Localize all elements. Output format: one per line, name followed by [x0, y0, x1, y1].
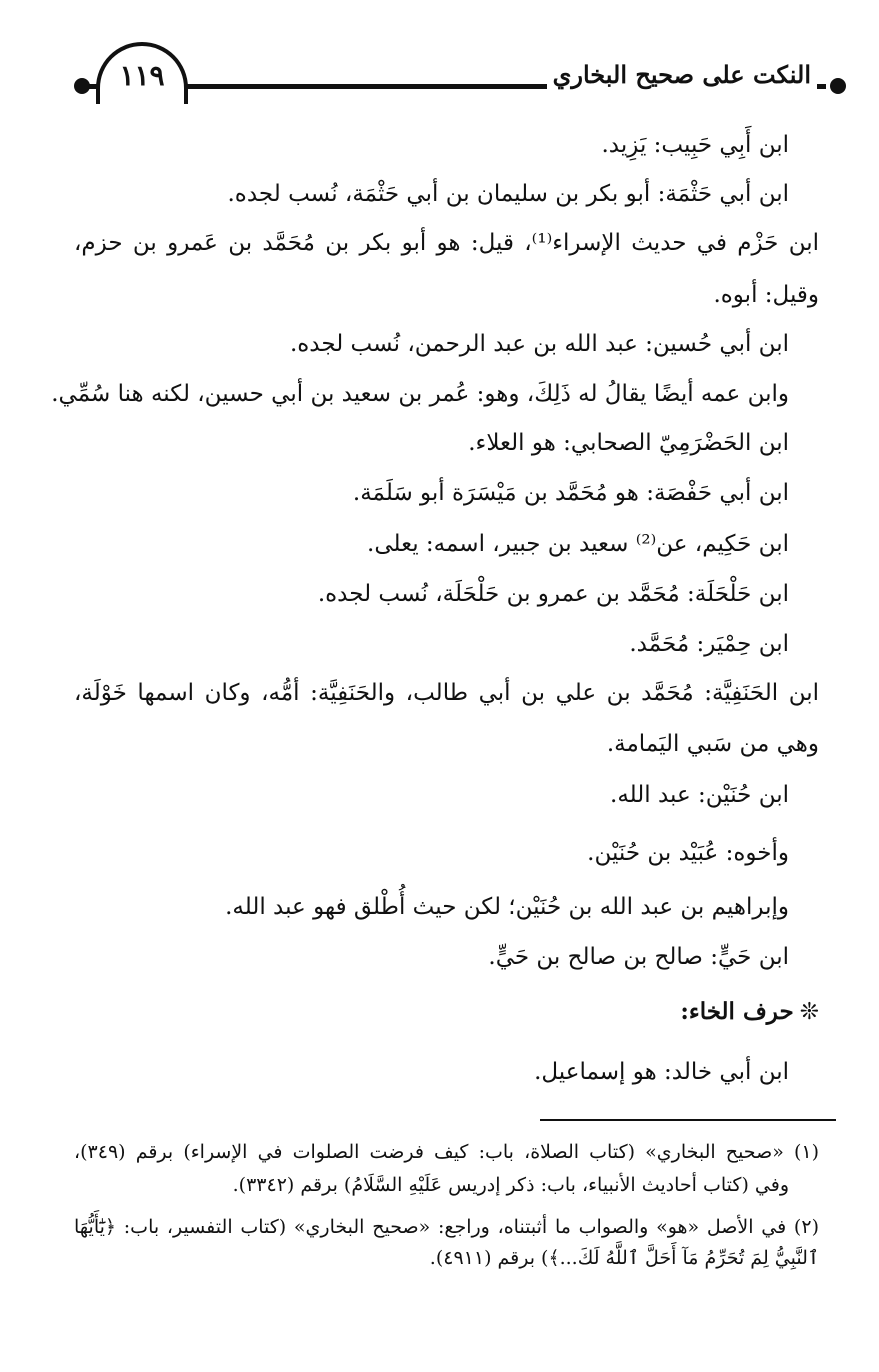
footnote-line: ٱلنَّبِيُّ لِمَ تُحَرِّمُ مَآ أَحَلَّ ٱللَّهُ لَكَ...﴾) برقم (٤٩١١). — [429, 1247, 819, 1269]
entry-line: ابن حَيٍّ: صالح بن صالح بن حَيٍّ. — [488, 944, 789, 970]
entry-line: ابن أبي حُسين: عبد الله بن عبد الرحمن، نُسب لجده. — [289, 331, 789, 357]
header-dot-left — [74, 78, 90, 94]
footnote-line: (٢) في الأصل «هو» والصواب ما أثبتناه، وراجع: «صحيح البخاري» (كتاب التفسير، باب: ﴿يَٰٓأَيُّهَا — [74, 1216, 819, 1238]
footnote-separator — [540, 1119, 836, 1121]
footnote-line: (١) «صحيح البخاري» (كتاب الصلاة، باب: كيف فرضت الصلوات في الإسراء) برقم (٣٤٩)، — [74, 1141, 819, 1163]
page-number: ١١٩ — [96, 42, 188, 104]
entry-line: وإبراهيم بن عبد الله بن حُنَيْن؛ لكن حيث أُطْلق فهو عبد الله. — [225, 894, 789, 920]
entry-line: ابن حِمْيَر: مُحَمَّد. — [629, 631, 789, 657]
entry-line: ابن أَبِي حَبِيب: يَزِيد. — [601, 132, 789, 158]
entry-line: ابن حَزْم في حديث الإسراء⁽¹⁾، قيل: هو أبو بكر بن مُحَمَّد بن عَمرو بن حزم، — [74, 230, 819, 256]
entry-line: وقيل: أبوه. — [713, 282, 819, 308]
entry-line: وأخوه: عُبَيْد بن حُنَيْن. — [587, 840, 789, 866]
section-heading — [680, 995, 819, 1029]
flower-ornament-icon: ❊ — [799, 999, 819, 1025]
entry-line: ابن أبي خالد: هو إسماعيل. — [534, 1059, 789, 1085]
section-heading-text: حرف الخاء: — [680, 998, 794, 1025]
running-title: النكت على صحيح البخاري — [547, 60, 817, 89]
entry-line: ابن الحَنَفِيَّة: مُحَمَّد بن علي بن أبي طالب، والحَنَفِيَّة: أمُّه، وكان اسمها خَوْلَة، — [74, 680, 819, 706]
header-dot-right — [830, 78, 846, 94]
entry-line: وهي من سَبي اليَمامة. — [606, 731, 819, 757]
entry-line: ابن أبي حَثْمَة: أبو بكر بن سليمان بن أبي حَثْمَة، نُسب لجده. — [227, 181, 789, 207]
footnote-line: وفي (كتاب أحاديث الأنبياء، باب: ذكر إدريس عَلَيْهِ السَّلَامُ) برقم (٣٣٤٢). — [232, 1174, 789, 1196]
entry-line: ابن حُنَيْن: عبد الله. — [610, 782, 789, 808]
entry-line: ابن الحَضْرَمِيّ الصحابي: هو العلاء. — [468, 430, 789, 456]
entry-line: ابن أبي حَفْصَة: هو مُحَمَّد بن مَيْسَرَة أبو سَلَمَة. — [352, 480, 789, 506]
entry-line: ابن حَكِيم، عن⁽²⁾ سعيد بن جبير، اسمه: يعلى. — [367, 531, 789, 557]
entry-line: وابن عمه أيضًا يقالُ له ذَلِكَ، وهو: عُمر بن سعيد بن أبي حسين، لكنه هنا سُمِّي. — [51, 381, 789, 407]
entry-line: ابن حَلْحَلَة: مُحَمَّد بن عمرو بن حَلْحَلَة، نُسب لجده. — [317, 581, 789, 607]
